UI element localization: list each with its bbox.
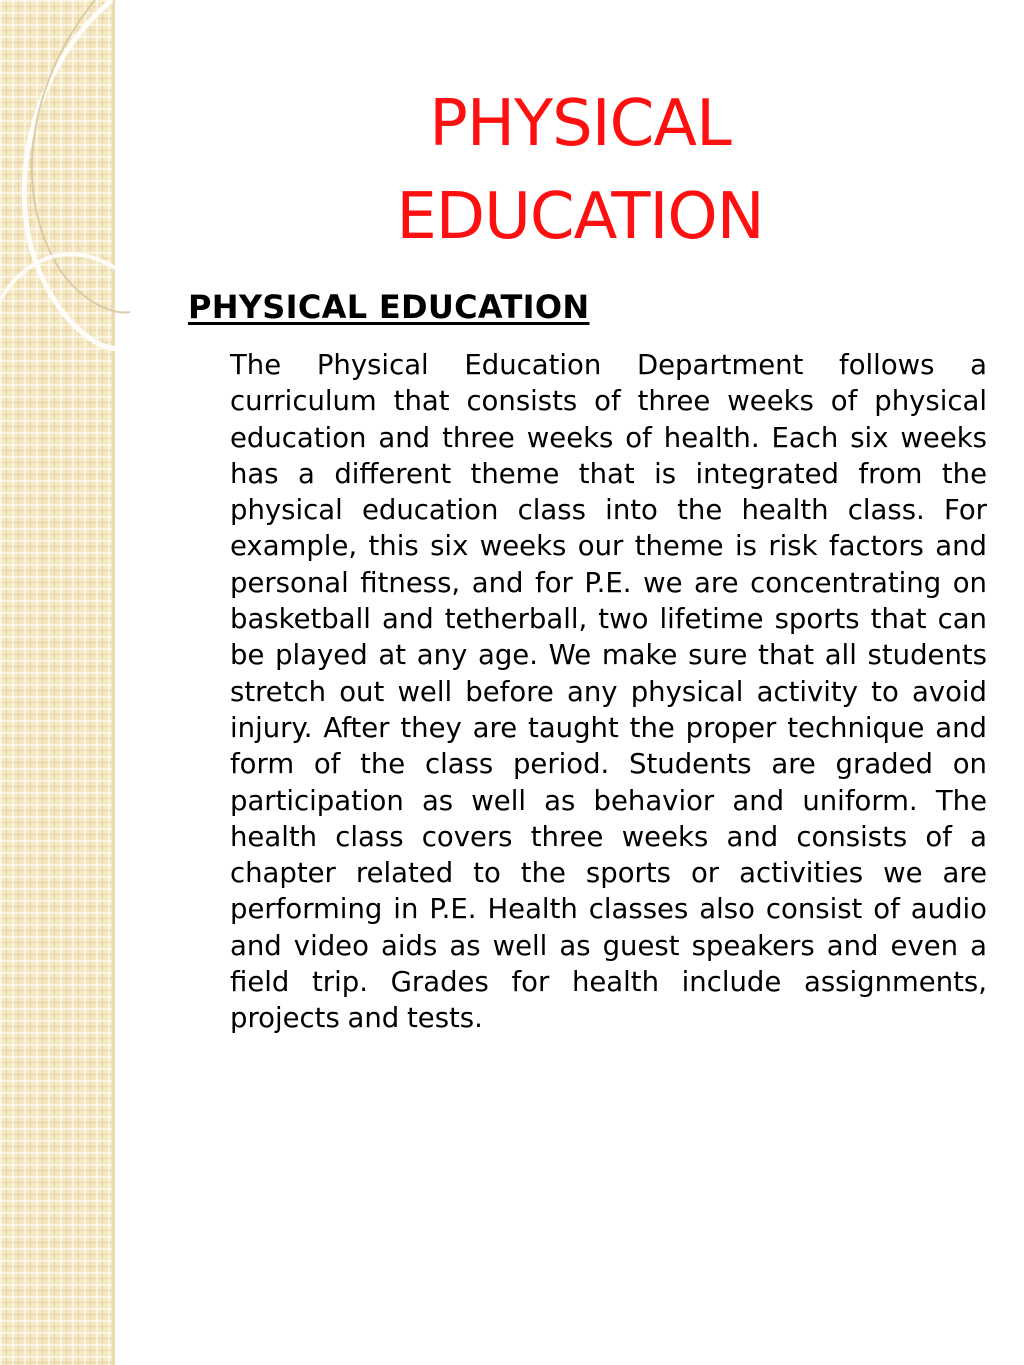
swirl-curve-outer [24,0,130,349]
section-heading: PHYSICAL EDUCATION [188,288,590,326]
body-paragraph: The Physical Education Department follows a curriculum that consists of three weeks of physical education and three weeks of health. Each six weeks has a different theme that is integrated from the physical education class into the health class. For example, this six weeks our theme is risk factors and personal fitness, and for P.E. we are concentrating on basketball and tetherball, two lifetime sports that can be played at any age. We make sure that all students stretch out well before any physical activity to avoid injury. After they are taught the proper technique and form of the class period. Students are graded on participation as well as behavior and uniform. The health class covers three weeks and consists of a chapter related to the sports or activities we are performing in P.E. Health classes also consist of audio and video aids as well as guest speakers and even a field trip. Grades for health include assignments, projects and tests. [230,349,987,1035]
slide-title [300,78,860,264]
swirl-curve-lower [0,254,125,300]
slide-title-line-1: PHYSICAL [429,87,731,161]
slide-title-line-2: EDUCATION [396,179,764,254]
swirl-curve-inner [32,0,130,313]
decorative-swirl [0,0,130,420]
